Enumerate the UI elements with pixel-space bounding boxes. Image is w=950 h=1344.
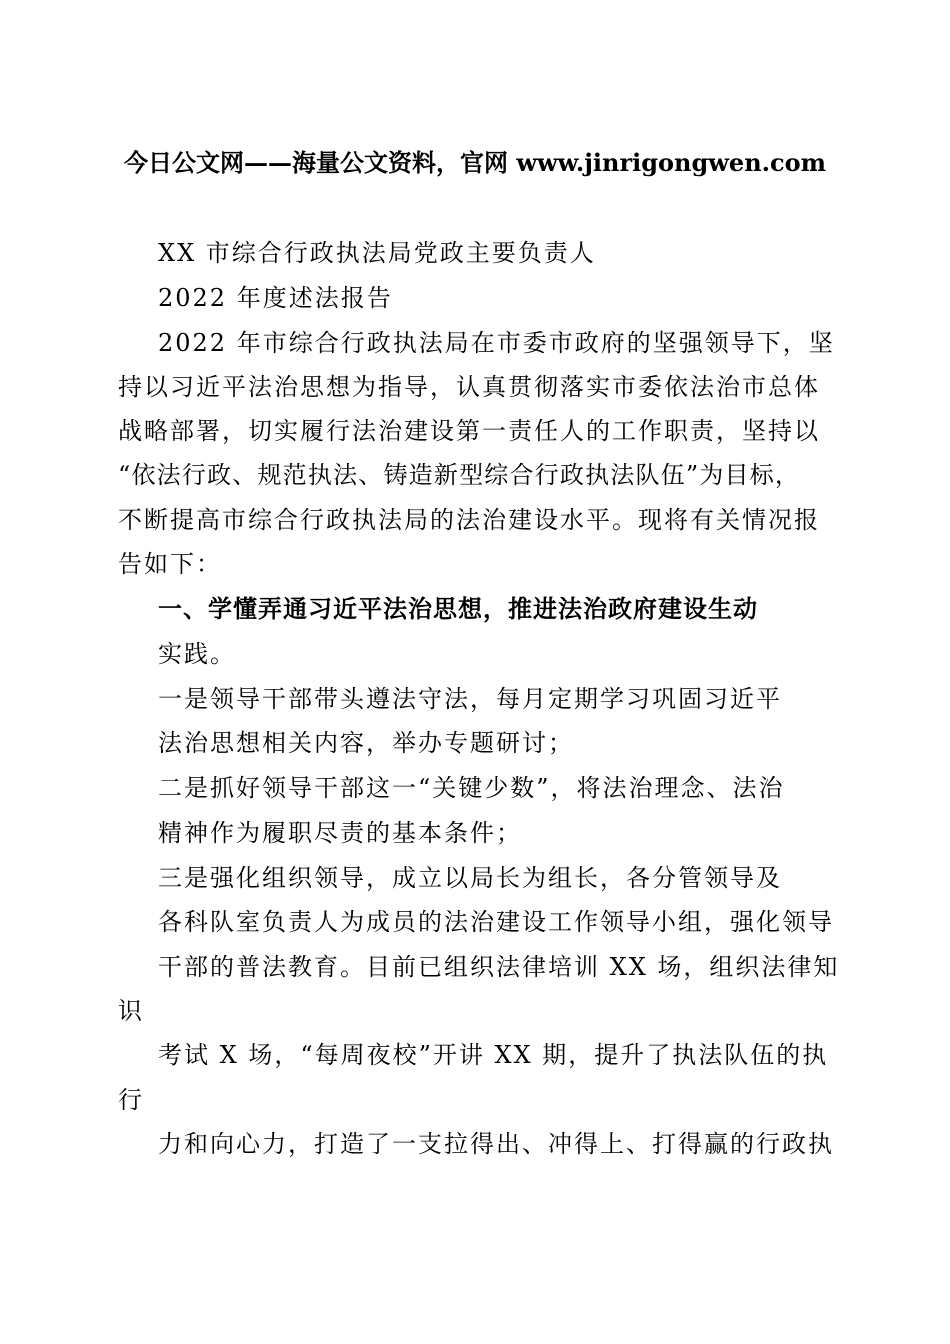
item-2-line-1: 二是抓好领导干部这一“关键少数”，将法治理念、法治 [158,774,785,802]
item-3-line-5: 考试 X 场，“每周夜校”开讲 XX 期，提升了执法队伍的执 [158,1041,829,1069]
item-1-line-1: 一是领导干部带头遵法守法，每月定期学习巩固习近平 [158,685,782,713]
report-title-line-2: 2022 年度述法报告 [158,284,393,312]
item-3-line-6: 行 [118,1086,144,1114]
section-1-heading: 一、学懂弄通习近平法治思想，推进法治政府建设生动 [158,594,758,623]
item-2-line-2: 精神作为履职尽责的基本条件； [158,819,522,847]
intro-line-4: “依法行政、规范执法、铸造新型综合行政执法队伍”为目标， [118,461,801,489]
intro-line-2: 持以习近平法治思想为指导，认真贯彻落实市委依法治市总体 [118,373,820,401]
item-3-line-4: 识 [118,997,144,1025]
intro-line-6: 告如下： [118,550,222,578]
section-1-heading-continued: 实践。 [158,640,236,668]
intro-line-5: 不断提高市综合行政执法局的法治建设水平。现将有关情况报 [118,506,820,534]
intro-line-1: 2022 年市综合行政执法局在市委市政府的坚强领导下，坚 [158,329,835,357]
report-title-line-1: XX 市综合行政执法局党政主要负责人 [158,239,596,267]
item-1-line-2: 法治思想相关内容，举办专题研讨； [158,729,574,757]
item-3-line-2: 各科队室负责人为成员的法治建设工作领导小组，强化领导 [158,908,834,936]
item-3-line-1: 三是强化组织领导，成立以局长为组长，各分管领导及 [158,864,782,892]
intro-line-3: 战略部署，切实履行法治建设第一责任人的工作职责，坚持以 [118,417,820,445]
item-3-line-7: 力和向心力，打造了一支拉得出、冲得上、打得赢的行政执 [158,1130,834,1158]
item-3-line-3: 干部的普法教育。目前已组织法律培训 XX 场，组织法律知 [158,953,840,981]
site-header: 今日公文网——海量公文资料，官网 www.jinrigongwen.com [123,148,827,177]
